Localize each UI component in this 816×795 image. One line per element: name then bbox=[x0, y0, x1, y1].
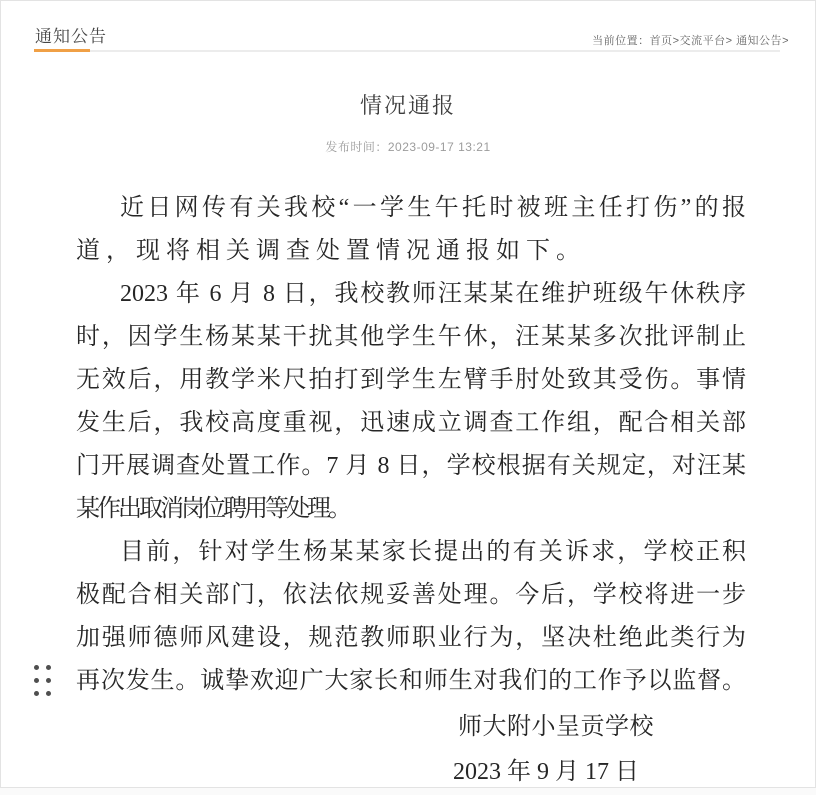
signature-date: 2023 年 9 月 17 日 bbox=[453, 759, 639, 785]
divider-line bbox=[34, 50, 780, 52]
dot bbox=[46, 691, 51, 696]
body-line: 无效后，用教学米尺拍打到学生左臂手肘处致其受伤。事情 bbox=[76, 367, 746, 393]
page-title: 情况通报 bbox=[359, 93, 456, 118]
body-line: 2023 年 6 月 8 日，我校教师汪某某在维护班级午休秩序 bbox=[120, 281, 746, 307]
page-header bbox=[1, 1, 815, 49]
body-line: 加强师德师风建设，规范教师职业行为，坚决杜绝此类行为 bbox=[76, 625, 746, 651]
breadcrumb bbox=[592, 32, 789, 48]
body-line: 发生后，我校高度重视，迅速成立调查工作组，配合相关部 bbox=[76, 410, 746, 436]
dot bbox=[34, 678, 39, 683]
breadcrumb-separator: > bbox=[672, 35, 680, 47]
breadcrumb-separator: > bbox=[782, 35, 789, 47]
body-line: 门开展调查处置工作。7 月 8 日，学校根据有关规定，对汪某 bbox=[76, 453, 746, 479]
breadcrumb-link-notice[interactable]: 通知公告 bbox=[736, 35, 783, 47]
dot bbox=[34, 665, 39, 670]
header-divider bbox=[34, 49, 780, 52]
drag-handle-dots-icon[interactable] bbox=[34, 665, 51, 696]
body-line: 时，因学生杨某某干扰其他学生午休，汪某某多次批评制止 bbox=[76, 324, 746, 350]
body-line: 目前，针对学生杨某某家长提出的有关诉求，学校正积 bbox=[120, 539, 746, 565]
breadcrumb-link-exchange-platform[interactable]: 交流平台 bbox=[679, 35, 726, 47]
breadcrumb-link-home[interactable]: 首页 bbox=[649, 35, 673, 47]
dot bbox=[46, 678, 51, 683]
dot bbox=[34, 691, 39, 696]
dot bbox=[46, 665, 51, 670]
body-line: 某作出取消岗位聘用等处理。 bbox=[76, 496, 349, 522]
signature-school-name: 师大附小呈贡学校 bbox=[458, 714, 654, 740]
publish-time-value: 2023-09-17 13:21 bbox=[387, 140, 491, 154]
publish-time bbox=[1, 140, 815, 154]
breadcrumb-label: 当前位置： bbox=[592, 35, 650, 47]
body-line: 近日网传有关我校“一学生午托时被班主任打伤”的报 bbox=[120, 195, 746, 221]
publish-time-label: 发布时间： bbox=[325, 140, 388, 154]
notice-body bbox=[76, 187, 746, 795]
tab-active-underline bbox=[34, 49, 90, 52]
tab-notice-announcements[interactable]: 通知公告 bbox=[35, 27, 107, 46]
body-line: 极配合相关部门，依法依规妥善处理。今后，学校将进一步 bbox=[76, 582, 746, 608]
body-line: 再次发生。诚挚欢迎广大家长和师生对我们的工作予以监督。 bbox=[76, 668, 746, 694]
breadcrumb-separator: > bbox=[725, 35, 737, 47]
body-line: 道，现将相关调查处置情况通报如下。 bbox=[76, 238, 586, 264]
